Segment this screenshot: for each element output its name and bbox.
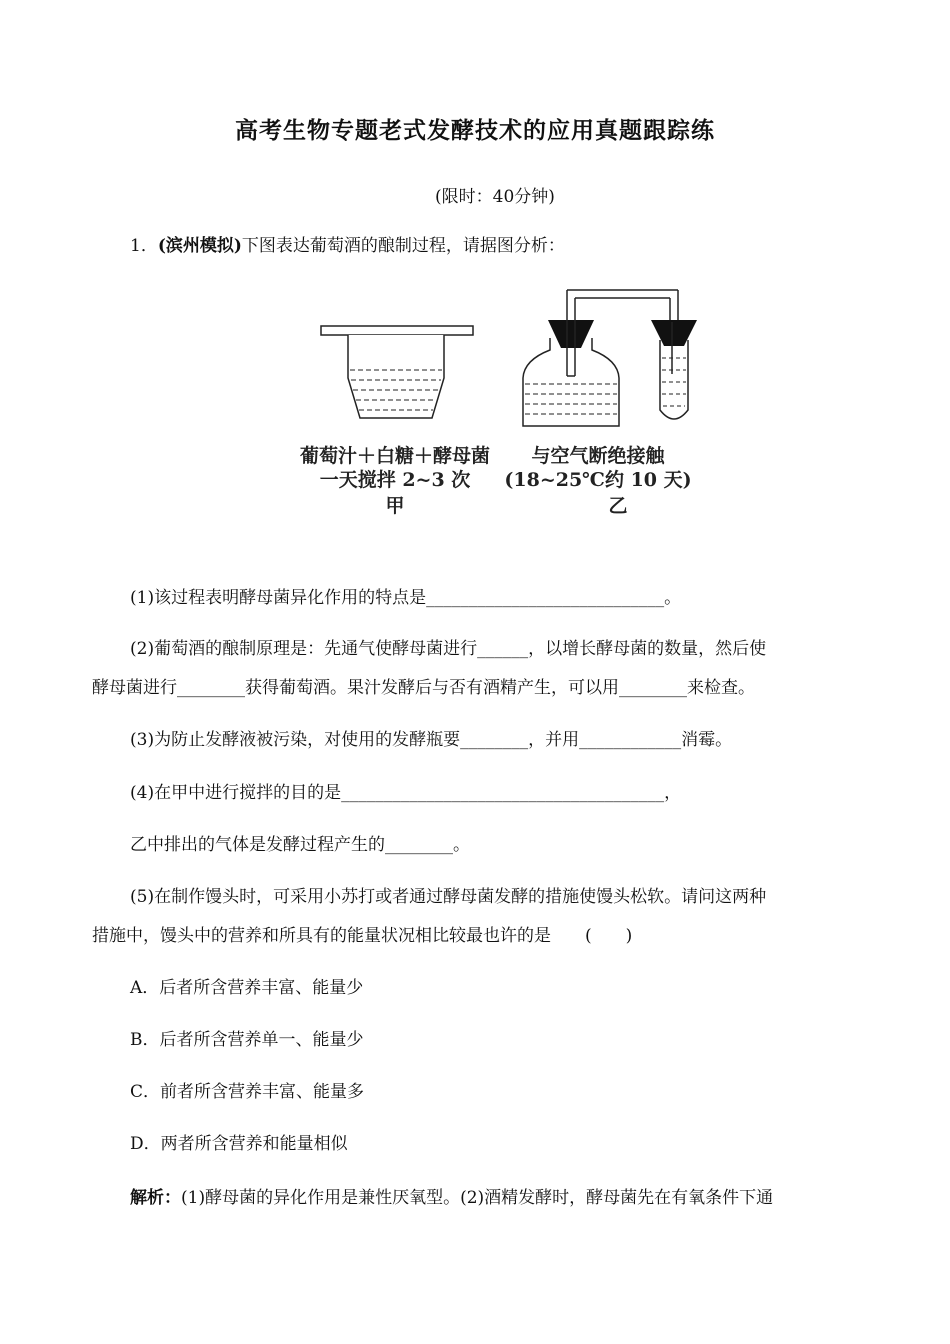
time-limit: (限时：40分钟): [435, 187, 555, 207]
sub-question-4-line2: 乙中排出的气体是发酵过程产生的________。: [130, 835, 470, 855]
analysis: [130, 1186, 773, 1210]
question-source: (滨州模拟): [157, 236, 242, 256]
option-c: C．前者所含营养丰富、能量多: [130, 1082, 365, 1102]
question-number: 1．: [130, 236, 158, 256]
analysis-text: (1)酵母菌的异化作用是兼性厌氧型。(2)酒精发酵时，酵母菌先在有氧条件下通: [181, 1188, 774, 1208]
caption-jia-line2: 一天搅拌 2~3 次: [319, 469, 471, 491]
caption-yi-line1: 与空气断绝接触: [531, 445, 665, 467]
question-text: 下图表达葡萄酒的酿制过程，请据图分析：: [241, 236, 565, 256]
sub-question-1: (1)该过程表明酵母菌异化作用的特点是____________________________。: [130, 588, 682, 608]
label-yi: 乙: [608, 495, 628, 517]
sub-question-5-line1: (5)在制作馒头时，可采用小苏打或者通过酵母菌发酵的措施使馒头松软。请问这两种: [130, 887, 767, 907]
question-1-stem: [130, 234, 565, 258]
sub-question-3: (3)为防止发酵液被污染，对使用的发酵瓶要________，并用____________消霉。: [130, 730, 733, 750]
caption-jia-line1: 葡萄汁＋白糖＋酵母菌: [299, 445, 491, 467]
sub-question-2-line1: (2)葡萄酒的酿制原理是：先通气使酵母菌进行______，以增长酵母菌的数量，然后使: [130, 639, 767, 659]
sub-question-5-line2: 措施中，馒头中的营养和所具有的能量状况相比较最也许的是 ( ): [92, 926, 633, 946]
apparatus-yi: [523, 290, 697, 426]
caption-yi-line2: (18~25℃约 10 天): [504, 469, 692, 491]
container-jia: [321, 326, 473, 418]
sub-question-4-line1: (4)在甲中进行搅拌的目的是______________________________________，: [130, 783, 682, 803]
document-title: 高考生物专题老式发酵技术的应用真题跟踪练: [235, 117, 715, 144]
option-a: A．后者所含营养丰富、能量少: [130, 978, 364, 998]
option-d: D．两者所含营养和能量相似: [130, 1134, 348, 1154]
sub-question-2-line2: 酵母菌进行________获得葡萄酒。果汁发酵后与否有酒精产生，可以用________来检查。: [92, 678, 755, 698]
fermentation-figure: [280, 278, 720, 526]
analysis-label: 解析：: [130, 1188, 181, 1208]
label-jia: 甲: [385, 495, 405, 517]
option-b: B．后者所含营养单一、能量少: [130, 1030, 364, 1050]
